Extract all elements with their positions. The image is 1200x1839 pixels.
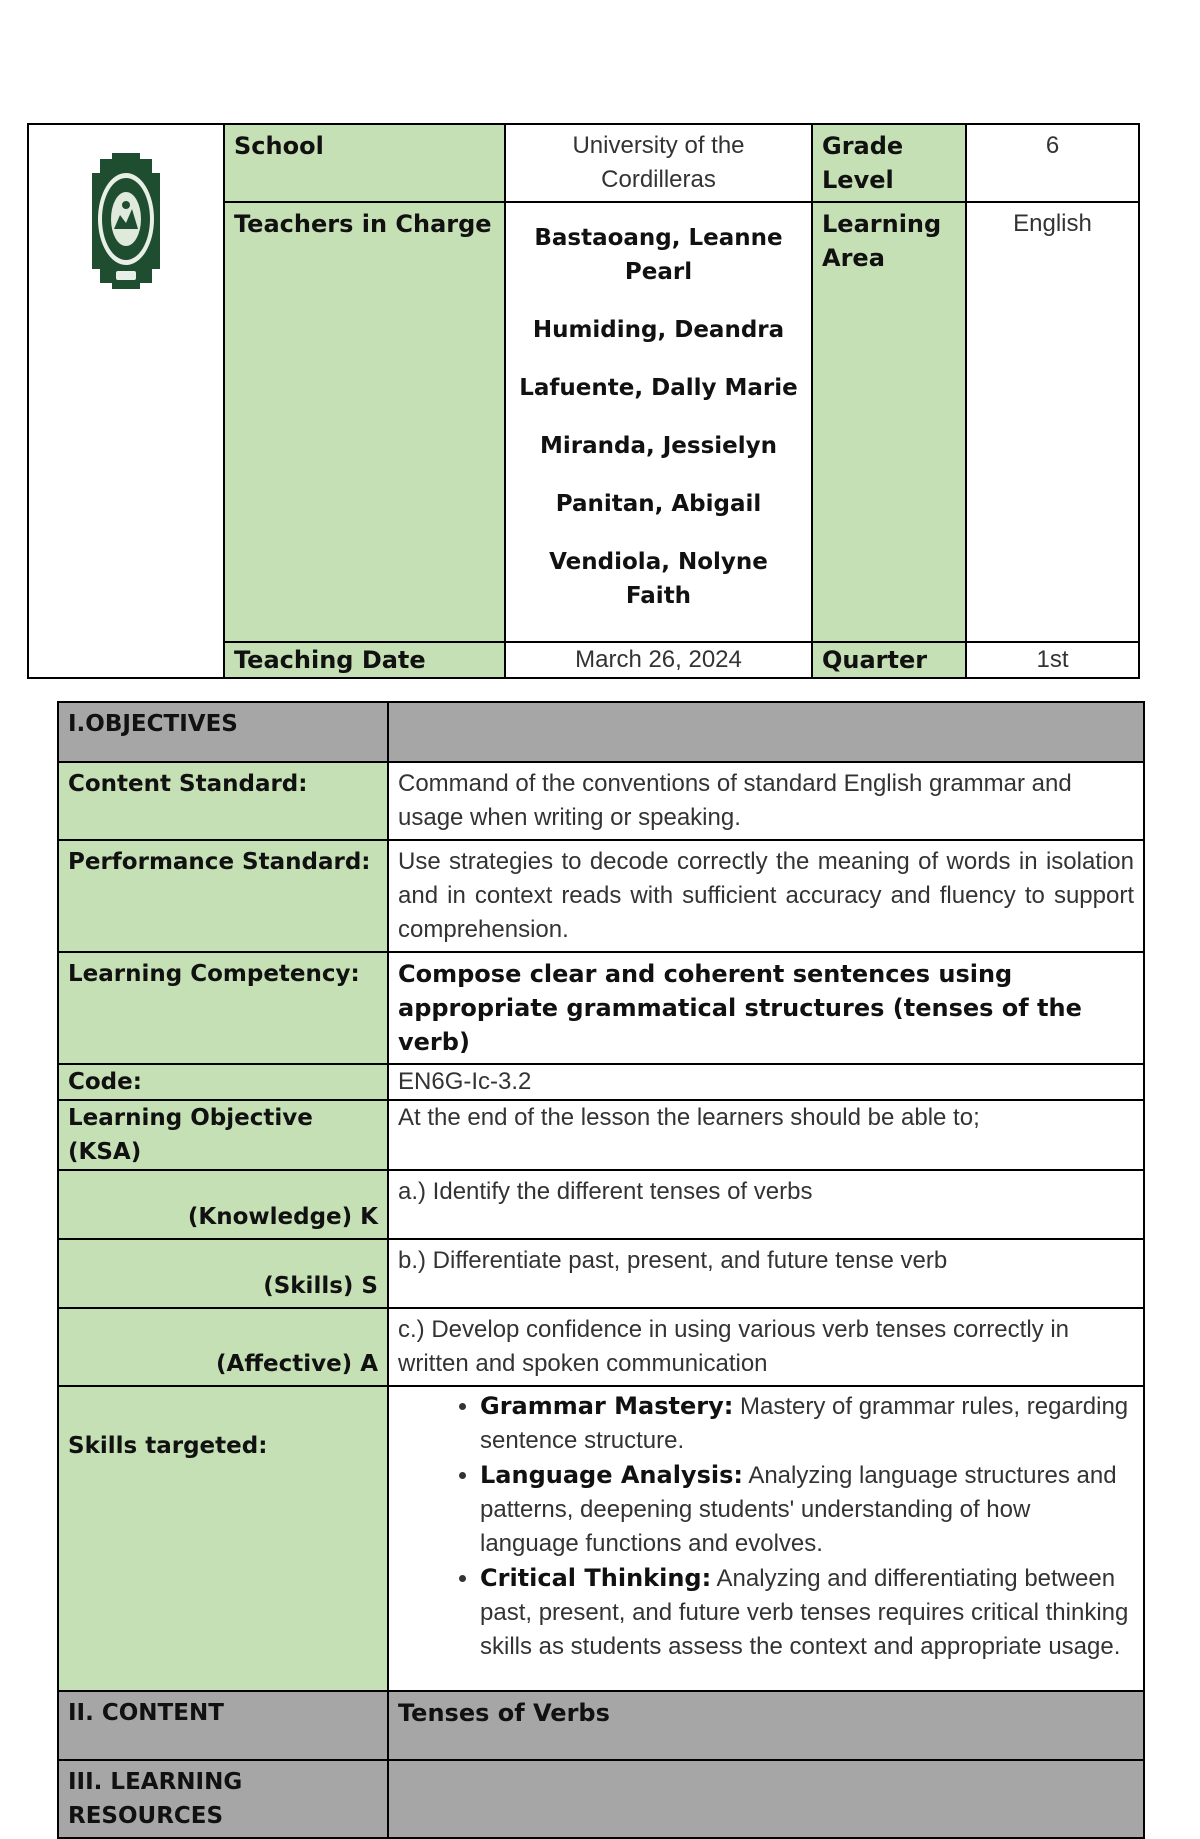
grade-value: 6 xyxy=(966,124,1139,202)
teacher-name: Panitan, Abigail xyxy=(555,491,762,517)
skills-targeted-cell xyxy=(388,1386,1144,1691)
quarter-label: Quarter xyxy=(812,642,966,678)
teachers-list xyxy=(515,221,802,613)
teachers-cell xyxy=(505,202,812,642)
code-value: EN6G-Ic-3.2 xyxy=(388,1064,1144,1100)
skills-targeted-label: Skills targeted: xyxy=(58,1386,388,1691)
learning-resources-blank xyxy=(388,1760,1144,1838)
school-value: University of the Cordilleras xyxy=(505,124,812,202)
content-standard-value: Command of the conventions of standard English grammar and usage when writing or speaking. xyxy=(388,762,1144,840)
content-label: II. CONTENT xyxy=(58,1691,388,1760)
teacher-name: Miranda, Jessielyn xyxy=(539,433,777,459)
learning-objective-label: Learning Objective (KSA) xyxy=(58,1100,388,1170)
skill-desc: Analyzing language structures and patterns, deepening students' understanding of how language functions and evolves. xyxy=(480,1462,1117,1557)
performance-standard-value: Use strategies to decode correctly the meaning of words in isolation and in context reads with sufficient accuracy and fluency to support comprehension. xyxy=(388,840,1144,952)
content-standard-label: Content Standard: xyxy=(58,762,388,840)
skill-desc: Analyzing and differentiating between past, present, and future verb tenses requires critical thinking skills as students assess the context and appropriate usage. xyxy=(480,1565,1129,1660)
objectives-title: I.OBJECTIVES xyxy=(58,702,388,762)
content-value: Tenses of Verbs xyxy=(388,1691,1144,1760)
learning-competency-label: Learning Competency: xyxy=(58,952,388,1064)
skills-label: (Skills) S xyxy=(58,1239,388,1308)
learning-competency-value: Compose clear and coherent sentences using appropriate grammatical structures (tenses of the verb) xyxy=(388,952,1144,1064)
grade-label: Grade Level xyxy=(812,124,966,202)
teacher-name: Vendiola, Nolyne Faith xyxy=(549,549,768,609)
list-item xyxy=(480,1389,1134,1458)
header-table xyxy=(27,123,1140,679)
teaching-date-value: March 26, 2024 xyxy=(505,642,812,678)
skill-name: Grammar Mastery: xyxy=(480,1392,734,1420)
learning-area-label: Learning Area xyxy=(812,202,966,642)
skill-desc: Mastery of grammar rules, regarding sentence structure. xyxy=(480,1393,1129,1454)
teacher-name: Bastaoang, Leanne Pearl xyxy=(534,225,783,285)
learning-objective-intro: At the end of the lesson the learners should be able to; xyxy=(388,1100,1144,1170)
objectives-title-blank xyxy=(388,702,1144,762)
code-label: Code: xyxy=(58,1064,388,1100)
skill-name: Language Analysis: xyxy=(480,1461,743,1489)
performance-standard-label: Performance Standard: xyxy=(58,840,388,952)
knowledge-label: (Knowledge) K xyxy=(58,1170,388,1239)
teacher-name: Humiding, Deandra xyxy=(532,317,785,343)
quarter-value: 1st xyxy=(966,642,1139,678)
school-seal-icon xyxy=(86,151,166,291)
teacher-name: Lafuente, Dally Marie xyxy=(519,375,798,401)
skill-name: Critical Thinking: xyxy=(480,1564,712,1592)
learning-area-value: English xyxy=(966,202,1139,642)
school-seal-cell xyxy=(28,124,224,678)
objectives-table xyxy=(57,701,1145,1839)
skills-targeted-list xyxy=(398,1389,1134,1664)
affective-value: c.) Develop confidence in using various verb tenses correctly in written and spoken communication xyxy=(388,1308,1144,1386)
knowledge-value: a.) Identify the different tenses of verbs xyxy=(388,1170,1144,1239)
teachers-label: Teachers in Charge xyxy=(224,202,505,642)
affective-label: (Affective) A xyxy=(58,1308,388,1386)
list-item xyxy=(480,1458,1134,1561)
list-item xyxy=(480,1561,1134,1664)
teaching-date-label: Teaching Date xyxy=(224,642,505,678)
school-label: School xyxy=(224,124,505,202)
learning-resources-label: III. LEARNING RESOURCES xyxy=(58,1760,388,1838)
skills-value: b.) Differentiate past, present, and future tense verb xyxy=(388,1239,1144,1308)
